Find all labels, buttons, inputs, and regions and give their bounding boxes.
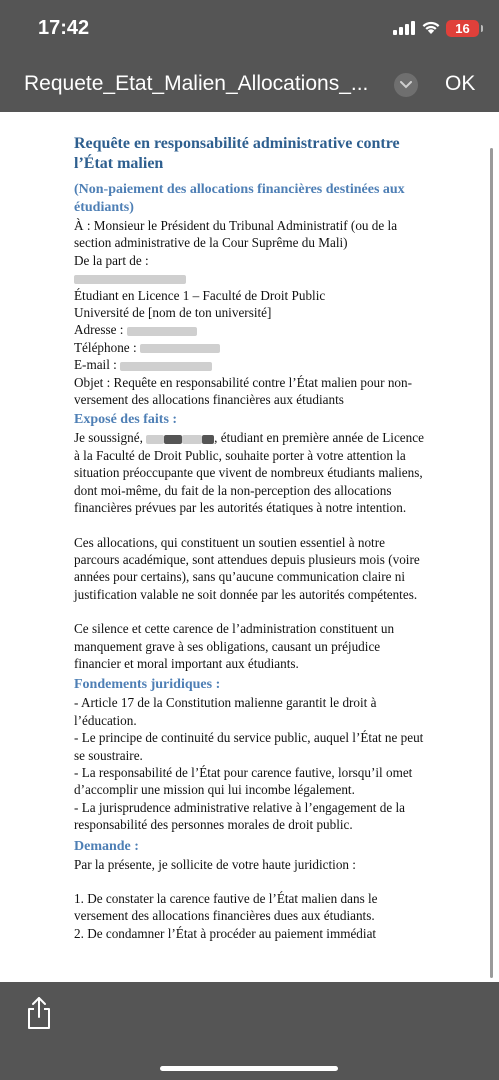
signal-icon	[393, 21, 415, 35]
faits-paragraph-2: Ces allocations, qui constituent un soutien essentiel à notre parcours académique, sont attendues depuis plusieurs mois (voire années pour certains), sans qu’aucune communication claire ni justification valable ne soit donnée par les autorités compétentes.	[74, 534, 420, 602]
document-subheading: (Non-paiement des allocations financières destinées aux étudiants)	[74, 182, 405, 215]
section-faits-title: Exposé des faits :	[74, 412, 178, 428]
title-bar	[0, 56, 499, 112]
bottom-toolbar	[0, 982, 499, 1080]
document-page[interactable]	[0, 112, 499, 982]
phone-line	[74, 339, 426, 356]
student-line: Étudiant en Licence 1 – Faculté de Droit Public	[74, 287, 326, 303]
redacted-phone	[140, 344, 220, 353]
wifi-icon	[421, 19, 441, 35]
redacted-address	[127, 327, 197, 336]
fondement-item: - La jurisprudence administrative relative à l’engagement de la responsabilité des personnes morales de droit public.	[74, 799, 406, 833]
addressee-line: À : Monsieur le Président du Tribunal Administratif (ou de la section administrative de la Cour Suprême du Mali)	[74, 218, 398, 251]
redacted-email	[120, 362, 212, 371]
status-time: 17:42	[38, 17, 90, 39]
demande-intro: Par la présente, je sollicite de votre haute juridiction :	[74, 856, 356, 872]
document-title[interactable]: Requete_Etat_Malien_Allocations_...	[24, 72, 369, 95]
faits-paragraph-3: Ce silence et cette carence de l’administration constituent un manquement grave à ses obligations, causant un préjudice financier et moral important aux étudiants.	[74, 621, 395, 671]
section-fondements-title: Fondements juridiques :	[74, 677, 221, 693]
fondement-item: - La responsabilité de l’État pour carence fautive, lorsqu’il omet d’accomplir une mission qui lui incombe légalement.	[74, 764, 413, 798]
redacted-signatory	[202, 435, 214, 444]
demande-item: 1. De constater la carence fautive de l’État malien dans le versement des allocations financières dues aux étudiants.	[74, 891, 378, 924]
battery-charging-icon	[446, 20, 479, 37]
ok-button[interactable]: OK	[445, 72, 476, 95]
demande-item: 2. De condamner l’État à procéder au paiement immédiat	[74, 925, 377, 941]
status-bar	[0, 0, 499, 56]
section-demande-title: Demande :	[74, 838, 139, 854]
address-label: Adresse :	[74, 322, 124, 338]
fondement-item: - Article 17 de la Constitution malienne garantit le droit à l’éducation.	[74, 695, 377, 728]
document-heading: Requête en responsabilité administrative contre l’État malien	[74, 135, 400, 172]
from-line	[74, 252, 426, 269]
share-icon[interactable]	[24, 996, 54, 1030]
fondement-item: - Le principe de continuité du service public, auquel l’État ne peut se soustraire.	[74, 730, 424, 763]
scrollbar[interactable]	[490, 148, 493, 978]
chevron-down-icon[interactable]	[394, 73, 418, 97]
objet-line: Objet : Requête en responsabilité contre l’État malien pour non-versement des allocations financières aux étudiants	[74, 374, 413, 408]
home-indicator[interactable]	[160, 1066, 338, 1071]
redacted-name	[74, 275, 186, 284]
from-label: De la part de :	[74, 252, 149, 268]
name-line	[74, 269, 426, 286]
battery-level: 16	[455, 21, 470, 36]
address-line	[74, 321, 426, 338]
email-label: E-mail :	[74, 357, 117, 373]
email-line	[74, 356, 426, 373]
university-line: Université de [nom de ton université]	[74, 305, 272, 321]
phone-label: Téléphone :	[74, 339, 137, 355]
faits-paragraph-1: Je soussigné, , étudiant en première année de Licence à la Faculté de Droit Public, souhaite porter à votre attention la situation préoccupante que vivent de nombreux étudiants maliens, dont moi-même, du fait de la non-perception des allocations financières prévues par les autorités étatiques à notre intention.	[74, 430, 424, 516]
document-content	[74, 134, 426, 942]
